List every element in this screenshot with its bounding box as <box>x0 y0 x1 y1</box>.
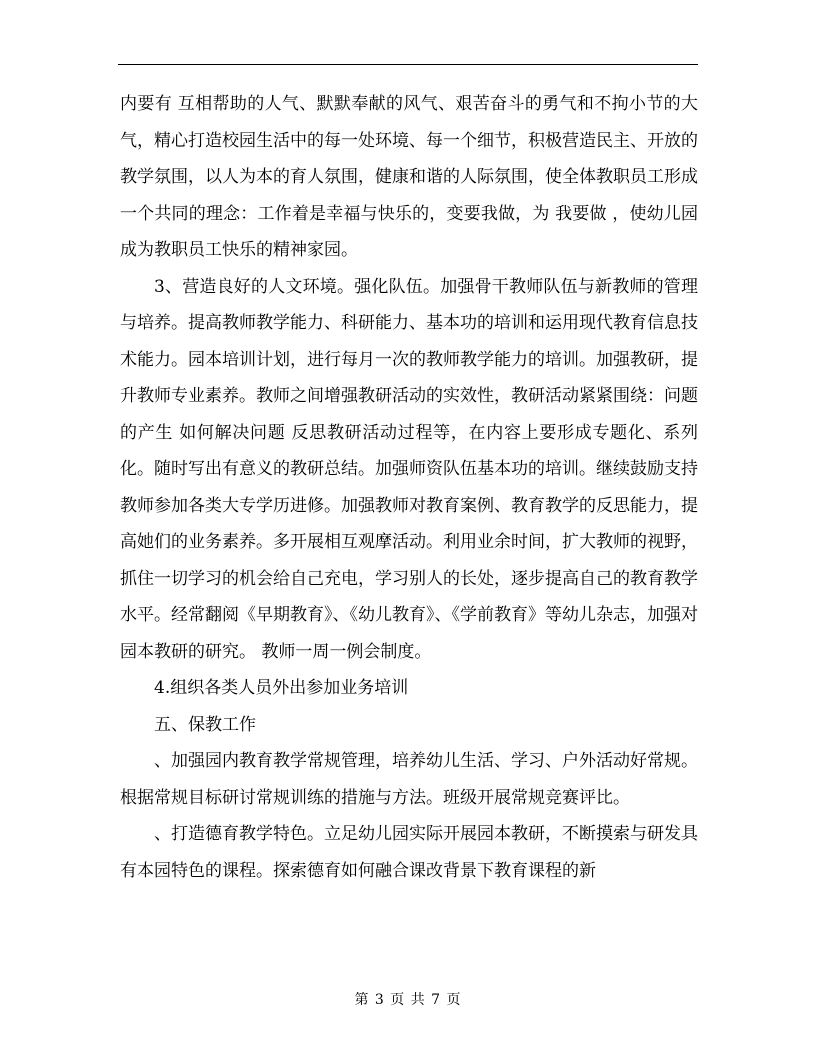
paragraph-6: 、打造德育教学特色。立足幼儿园实际开展园本教研，不断摸索与研发具有本园特色的课程。探索德育如何融合课改背景下教育课程的新 <box>120 824 698 881</box>
paragraph-5: 、加强园内教育教学常规管理，培养幼儿生活、学习、户外活动好常规。根据常规目标研讨常规训练的措施与方法。班级开展常规竞赛评比。 <box>120 751 698 808</box>
paragraph-2: 3、营造良好的人文环境。强化队伍。加强骨干教师队伍与新教师的管理与培养。提高教师教学能力、科研能力、基本功的培训和运用现代教育信息技术能力。园本培训计划，进行每月一次的教师教学能力的培训。加强教研，提升教师专业素养。教师之间增强教研活动的实效性，教研活动紧紧围绕：问题的产生 如何解决问题 反思教研活动过程等，在内容上要形成专题化、系列化。随时写出有意义的教研总结。加强师资队伍基本功的培训。继续鼓励支持教师参加各类大专学历进修。加强教师对教育案例、教育教学的反思能力，提高她们的业务素养。多开展相互观摩活动。利用业余时间，扩大教师的视野，抓住一切学习的机会给自己充电，学习别人的长处，逐步提高自己的教育教学水平。经常翻阅《早期教育》、《幼儿教育》、《学前教育》等幼儿杂志，加强对园本教研的研究。 教师一周一例会制度。 <box>120 276 698 662</box>
page-number-footer: 第 3 页 共 7 页 <box>354 992 462 1008</box>
document-body <box>120 86 698 889</box>
paragraph-3: 4.组织各类人员外出参加业务培训 <box>154 678 409 698</box>
paragraph-1: 内要有 互相帮助的人气、默默奉献的风气、艰苦奋斗的勇气和不拘小节的大气，精心打造校园生活中的每一处环境、每一个细节，积极营造民主、开放的教学氛围，以人为本的育人氛围，健康和谐的人际氛围，使全体教职员工形成一个共同的理念：工作着是幸福与快乐的，变要我做，为 我要做 ，使幼儿园成为教职员工快乐的精神家园。 <box>120 94 698 260</box>
header-rule <box>118 64 698 65</box>
section-heading: 五、保教工作 <box>154 714 256 735</box>
